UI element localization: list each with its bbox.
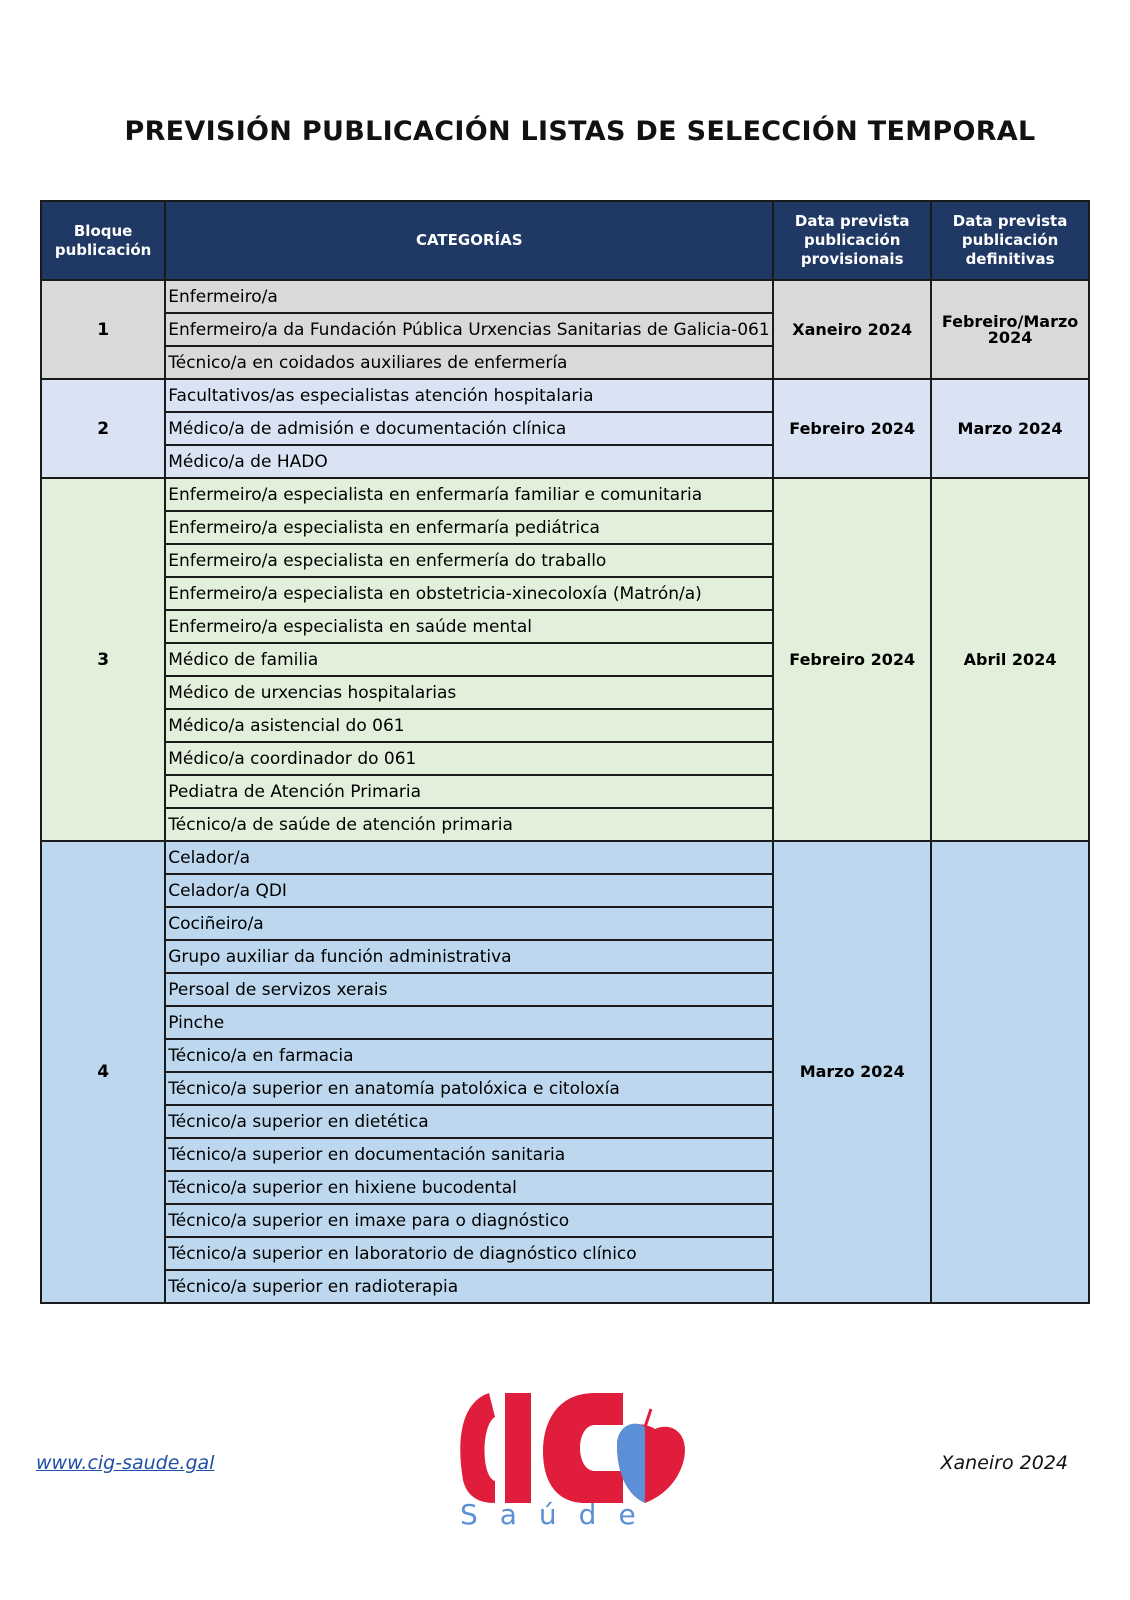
category-cell: Médico/a de admisión e documentación clínica — [165, 412, 773, 445]
category-cell: Enfermeiro/a especialista en enfermaría pediátrica — [165, 511, 773, 544]
category-cell: Enfermeiro/a da Fundación Pública Urxencias Sanitarias de Galicia-061 — [165, 313, 773, 346]
provisional-date: Febreiro 2024 — [773, 478, 931, 841]
header-bloque: Bloque publicación — [41, 201, 165, 280]
category-cell: Técnico/a superior en radioterapia — [165, 1270, 773, 1303]
category-cell: Técnico/a en farmacia — [165, 1039, 773, 1072]
provisional-date: Xaneiro 2024 — [773, 280, 931, 379]
provisional-date: Marzo 2024 — [773, 841, 931, 1303]
category-cell: Enfermeiro/a especialista en obstetricia-xinecoloxía (Matrón/a) — [165, 577, 773, 610]
block-number: 3 — [41, 478, 165, 841]
page-title: PREVISIÓN PUBLICACIÓN LISTAS DE SELECCIÓN TEMPORAL — [124, 116, 1036, 147]
category-cell: Médico/a coordinador do 061 — [165, 742, 773, 775]
category-cell: Pinche — [165, 1006, 773, 1039]
block-number: 2 — [41, 379, 165, 478]
category-cell: Cociñeiro/a — [165, 907, 773, 940]
category-cell: Celador/a — [165, 841, 773, 874]
category-cell: Pediatra de Atención Primaria — [165, 775, 773, 808]
logo-wordmark: Saúde — [460, 1498, 658, 1531]
definitive-date — [931, 841, 1089, 1303]
category-cell: Celador/a QDI — [165, 874, 773, 907]
category-cell: Técnico/a de saúde de atención primaria — [165, 808, 773, 841]
block-number: 1 — [41, 280, 165, 379]
category-cell: Técnico/a superior en hixiene bucodental — [165, 1171, 773, 1204]
table-row — [41, 478, 1089, 511]
provisional-date: Febreiro 2024 — [773, 379, 931, 478]
table-row — [41, 841, 1089, 874]
category-cell: Facultativos/as especialistas atención hospitalaria — [165, 379, 773, 412]
table-row — [41, 379, 1089, 412]
category-cell: Persoal de servizos xerais — [165, 973, 773, 1006]
table-header-row — [41, 201, 1089, 280]
category-cell: Médico de familia — [165, 643, 773, 676]
header-definitivas: Data prevista publicación definitivas — [931, 201, 1089, 280]
category-cell: Técnico/a en coidados auxiliares de enfermería — [165, 346, 773, 379]
category-cell: Médico de urxencias hospitalarias — [165, 676, 773, 709]
category-cell: Médico/a asistencial do 061 — [165, 709, 773, 742]
category-cell: Técnico/a superior en anatomía patolóxica e citoloxía — [165, 1072, 773, 1105]
header-provisionais: Data prevista publicación provisionais — [773, 201, 931, 280]
category-cell: Técnico/a superior en dietética — [165, 1105, 773, 1138]
category-cell: Médico/a de HADO — [165, 445, 773, 478]
definitive-date: Marzo 2024 — [931, 379, 1089, 478]
category-cell: Grupo auxiliar da función administrativa — [165, 940, 773, 973]
category-cell: Técnico/a superior en laboratorio de diagnóstico clínico — [165, 1237, 773, 1270]
category-cell: Enfermeiro/a especialista en saúde mental — [165, 610, 773, 643]
definitive-date: Febreiro/Marzo 2024 — [931, 280, 1089, 379]
block-number: 4 — [41, 841, 165, 1303]
selection-table — [40, 200, 1090, 1304]
table-row — [41, 280, 1089, 313]
footer-date: Xaneiro 2024 — [940, 1452, 1068, 1474]
website-link[interactable]: www.cig-saude.gal — [36, 1452, 215, 1474]
header-categorias: CATEGORÍAS — [165, 201, 773, 280]
category-cell: Enfermeiro/a — [165, 280, 773, 313]
category-cell: Técnico/a superior en documentación sanitaria — [165, 1138, 773, 1171]
category-cell: Enfermeiro/a especialista en enfermaría familiar e comunitaria — [165, 478, 773, 511]
category-cell: Técnico/a superior en imaxe para o diagnóstico — [165, 1204, 773, 1237]
category-cell: Enfermeiro/a especialista en enfermería do traballo — [165, 544, 773, 577]
definitive-date: Abril 2024 — [931, 478, 1089, 841]
